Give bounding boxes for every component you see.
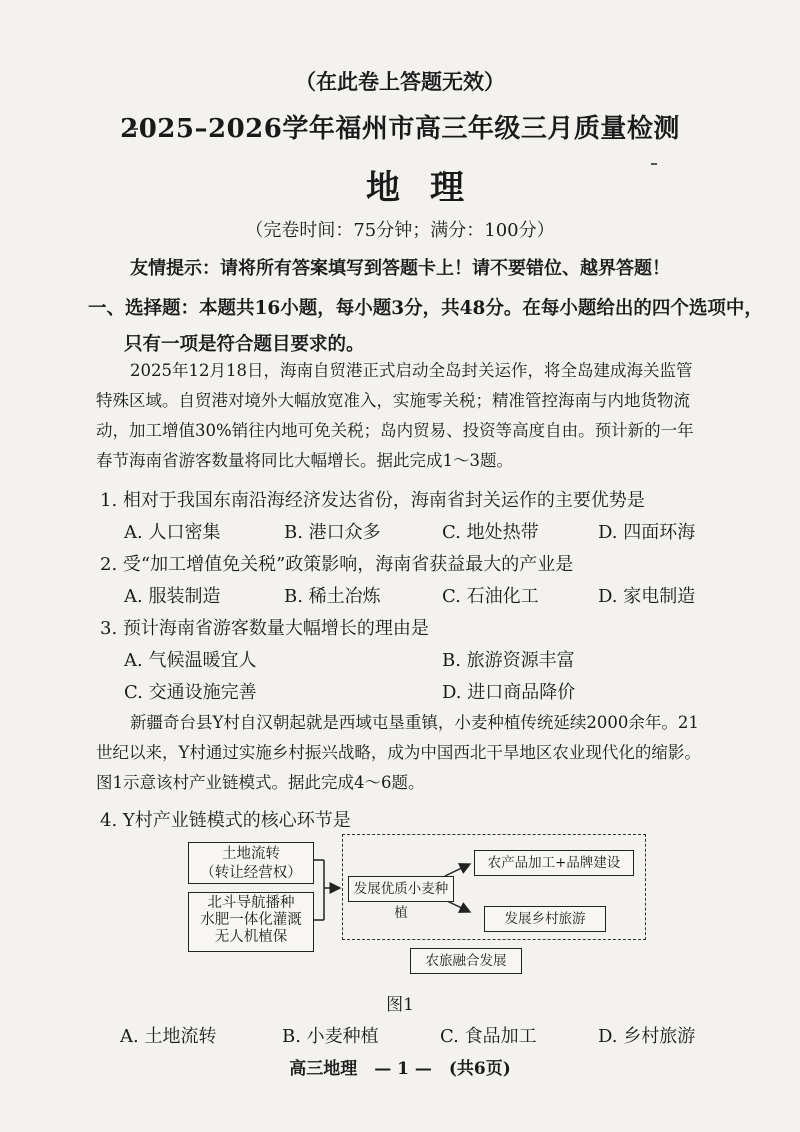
- passage-line: 特殊区域。自贸港对境外大幅放宽准入，实施零关税；精准管控海南与内地货物流: [96, 391, 690, 410]
- q2-option-c: C. 石油化工: [442, 586, 539, 607]
- q4-option-a: A. 土地流转: [120, 1026, 217, 1047]
- box-text: （转让经营权）: [200, 865, 302, 881]
- box-text: 北斗导航播种: [207, 895, 295, 911]
- q1-option-a: A. 人口密集: [124, 522, 221, 543]
- passage-line: 春节海南省游客数量将同比大幅增长。据此完成1～3题。: [96, 451, 513, 470]
- tourism-box: 发展乡村旅游: [484, 906, 606, 932]
- friendly-tip: 友情提示：请将所有答案填写到答题卡上！请不要错位、越界答题！: [130, 258, 670, 279]
- exam-title: 2025–2026学年福州市高三年级三月质量检测: [120, 114, 680, 144]
- passage-line: 图1示意该村产业链模式。据此完成4～6题。: [96, 773, 425, 792]
- processing-box: 农产品加工+品牌建设: [474, 850, 634, 876]
- q1-option-c: C. 地处热带: [442, 522, 539, 543]
- q3-option-c: C. 交通设施完善: [124, 682, 257, 703]
- q2-option-b: B. 稀土冶炼: [284, 586, 381, 607]
- q4-option-c: C. 食品加工: [440, 1026, 537, 1047]
- passage-line: 动，加工增值30%销往内地可免关税；岛内贸易、投资等高度自由。预计新的一年: [96, 421, 694, 440]
- figure-caption: 图1: [386, 995, 414, 1015]
- passage-1: [96, 356, 736, 476]
- page-footer: 高三地理 — 1 — (共6页): [289, 1059, 511, 1079]
- question-3-stem: 3. 预计海南省游客数量大幅增长的理由是: [100, 618, 429, 639]
- exam-info: （完卷时间：75分钟；满分：100分）: [245, 220, 555, 241]
- q4-option-b: B. 小麦种植: [282, 1026, 379, 1047]
- question-1-stem: 1. 相对于我国东南沿海经济发达省份，海南省封关运作的主要优势是: [100, 490, 645, 511]
- invalid-notice: （在此卷上答题无效）: [295, 69, 505, 94]
- box-text: 土地流转: [222, 846, 280, 862]
- land-transfer-box: [188, 842, 314, 884]
- q1-option-b: B. 港口众多: [284, 522, 381, 543]
- q2-option-d: D. 家电制造: [598, 586, 696, 607]
- integration-box: 农旅融合发展: [410, 948, 522, 974]
- passage-line: 新疆奇台县Y村自汉朝起就是西域屯垦重镇，小麦种植传统延续2000余年。21: [130, 713, 699, 732]
- tech-box: [188, 892, 314, 952]
- q3-option-a: A. 气候温暖宜人: [124, 650, 257, 671]
- passage-line: 2025年12月18日，海南自贸港正式启动全岛封关运作，将全岛建成海关监管: [130, 361, 693, 380]
- question-2-stem: 2. 受“加工增值免关税”政策影响，海南省获益最大的产业是: [100, 554, 574, 575]
- section-heading: 一、选择题：本题共16小题，每小题3分，共48分。在每小题给出的四个选项中，: [88, 298, 763, 319]
- section-heading-cont: 只有一项是符合题目要求的。: [124, 334, 365, 355]
- box-text: 无人机植保: [214, 929, 288, 945]
- q4-option-d: D. 乡村旅游: [598, 1026, 696, 1047]
- q3-option-b: B. 旅游资源丰富: [442, 650, 575, 671]
- q1-option-d: D. 四面环海: [598, 522, 696, 543]
- q2-option-a: A. 服装制造: [124, 586, 221, 607]
- passage-2: [96, 708, 736, 798]
- question-4-stem: 4. Y村产业链模式的核心环节是: [100, 810, 351, 831]
- subject-title: 地理: [366, 168, 494, 208]
- box-text: 水肥一体化灌溉: [200, 912, 302, 928]
- wheat-box: 发展优质小麦种植: [348, 876, 454, 902]
- q3-option-d: D. 进口商品降价: [442, 682, 576, 703]
- industry-chain-diagram: [180, 832, 650, 982]
- passage-line: 世纪以来，Y村通过实施乡村振兴战略，成为中国西北干旱地区农业现代化的缩影。: [96, 743, 701, 762]
